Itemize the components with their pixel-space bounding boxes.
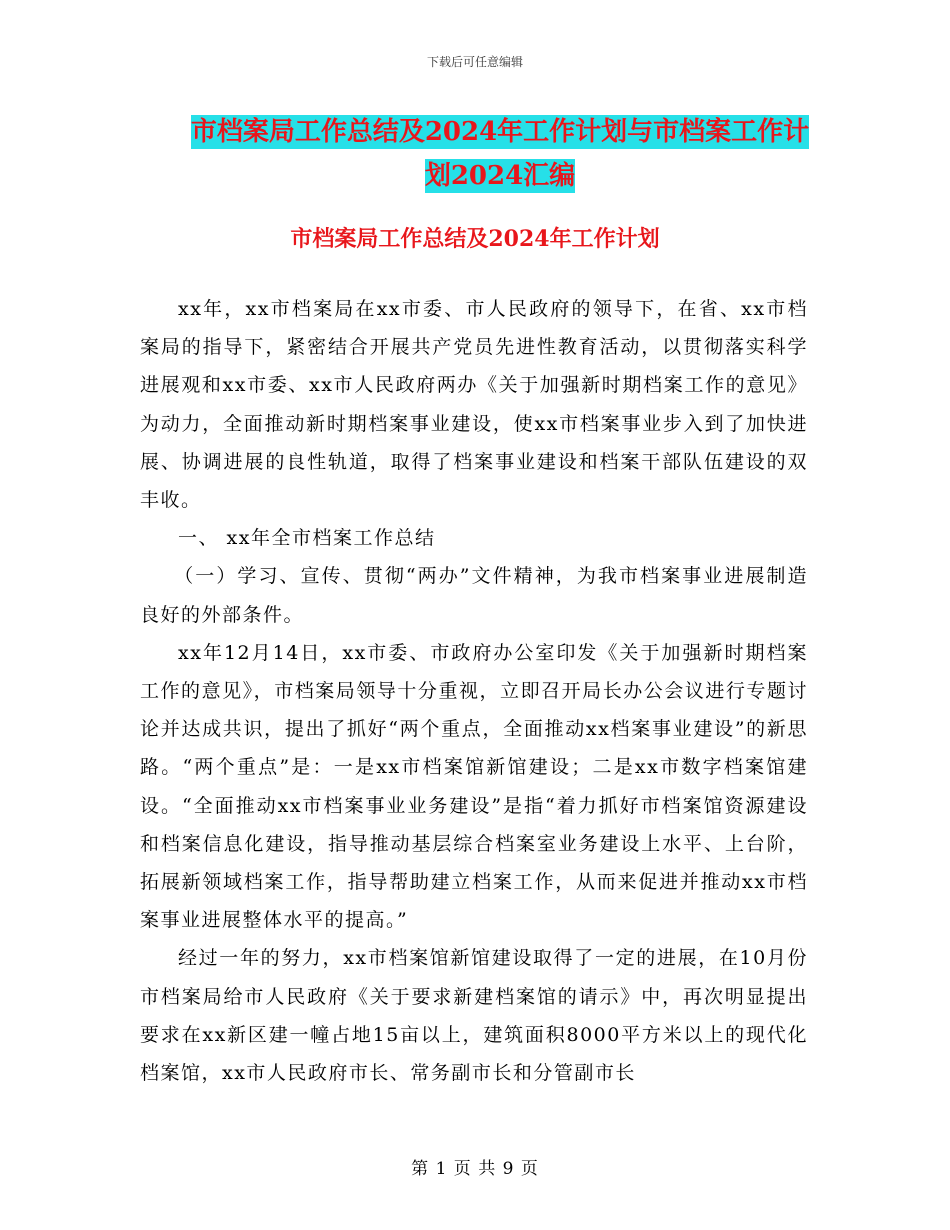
document-body	[140, 290, 808, 1092]
document-title-text: 市档案局工作总结及2024年工作计划与市档案工作计划2024汇编	[190, 117, 810, 191]
document-title	[185, 110, 815, 198]
subsection-heading-1: （一）学习、宣传、贯彻“两办”文件精神，为我市档案事业进展制造良好的外部条件。	[140, 565, 808, 626]
section-heading-1: 一、 xx年全市档案工作总结	[178, 527, 436, 550]
paragraph-intro: xx年，xx市档案局在xx市委、市人民政府的领导下，在省、xx市档案局的指导下，紧密结合开展共产党员先进性教育活动，以贯彻落实科学进展观和xx市委、xx市人民政府两办《关于加强新时期档案工作的意见》为动力，全面推动新时期档案事业建设，使xx市档案事业步入到了加快进展、协调进展的良性轨道，取得了档案事业建设和档案干部队伍建设的双丰收。	[140, 298, 808, 512]
document-subtitle: 市档案局工作总结及2024年工作计划	[290, 226, 660, 252]
paragraph-new-archive-building: 经过一年的努力，xx市档案馆新馆建设取得了一定的进展，在10月份市档案局给市人民政府《关于要求新建档案馆的请示》中，再次明显提出要求在xx新区建一幢占地15亩以上，建筑面积8000平方米以上的现代化档案馆，xx市人民政府市长、常务副市长和分管副市长	[140, 947, 808, 1085]
paragraph-two-offices-opinion: xx年12月14日，xx市委、市政府办公室印发《关于加强新时期档案工作的意见》，市档案局领导十分重视，立即召开局长办公会议进行专题讨论并达成共识，提出了抓好“两个重点，全面推动xx档案事业建设”的新思路。“两个重点”是：一是xx市档案馆新馆建设；二是xx市数字档案馆建设。“全面推动xx市档案事业业务建设”是指“着力抓好市档案馆资源建设和档案信息化建设，指导推动基层综合档案室业务建设上水平、上台阶，拓展新领域档案工作，指导帮助建立档案工作，从而来促进并推动xx市档案事业进展整体水平的提高。”	[140, 641, 808, 932]
page-header-note: 下载后可任意编辑	[426, 55, 523, 69]
page-footer: 第 1 页 共 9 页	[411, 1159, 539, 1179]
